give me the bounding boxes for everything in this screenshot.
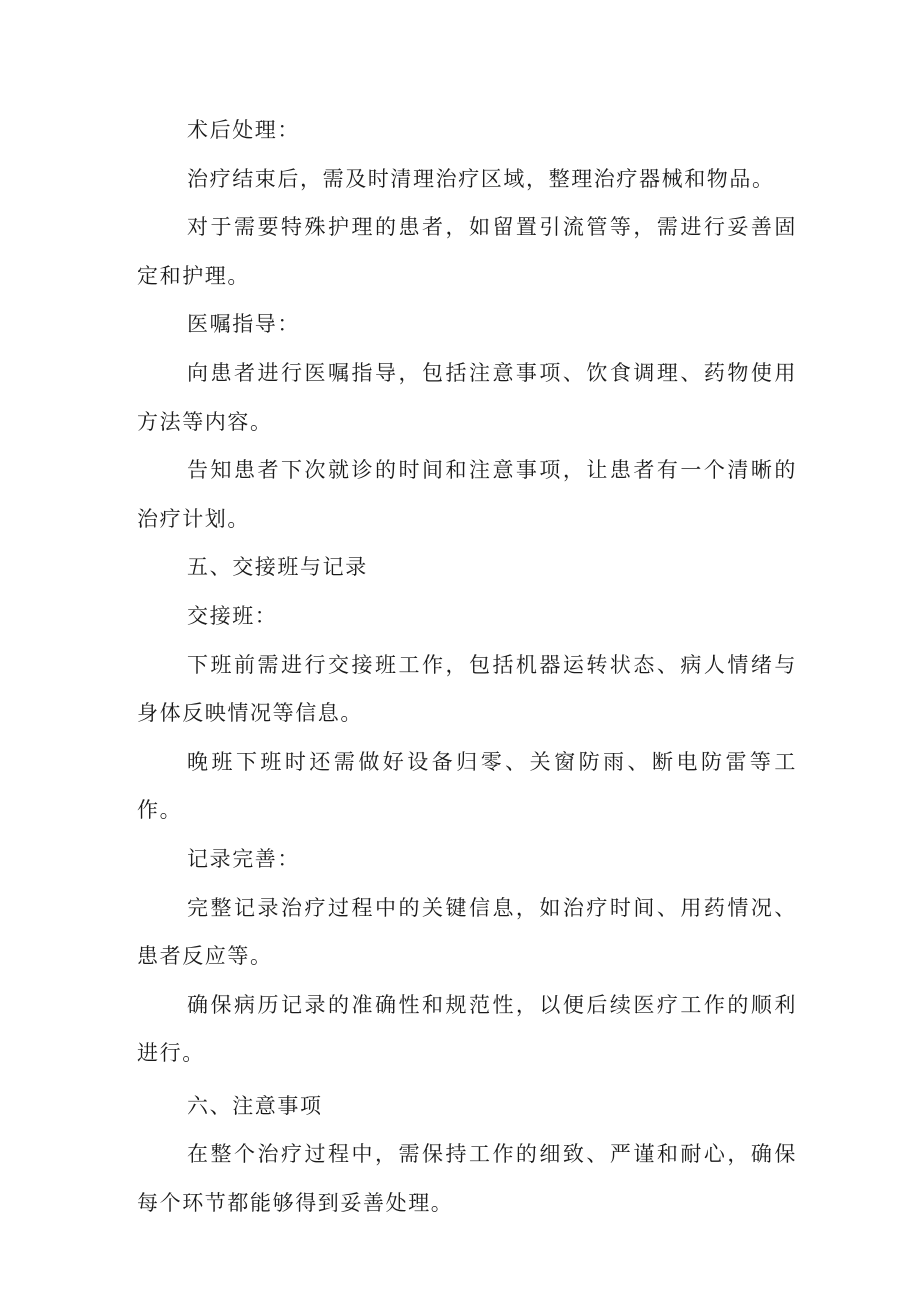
section-heading-notes: 六、注意事项 — [187, 1093, 323, 1118]
paragraph: 晚班下班时还需做好设备归零、关窗防雨、断电防雷等工作。 — [137, 749, 797, 823]
paragraph: 完整记录治疗过程中的关键信息，如治疗时间、用药情况、患者反应等。 — [137, 895, 797, 969]
paragraph: 治疗结束后，需及时清理治疗区域，整理治疗器械和物品。 — [187, 166, 775, 191]
document-body — [137, 106, 797, 1228]
paragraph: 下班前需进行交接班工作，包括机器运转状态、病人情绪与身体反映情况等信息。 — [137, 652, 797, 726]
paragraph: 向患者进行医嘱指导，包括注意事项、饮食调理、药物使用方法等内容。 — [137, 360, 797, 434]
section-heading-handover: 五、交接班与记录 — [187, 555, 368, 580]
paragraph: 对于需要特殊护理的患者，如留置引流管等，需进行妥善固定和护理。 — [137, 215, 797, 288]
subheading-postop: 术后处理： — [187, 118, 300, 142]
subheading-records: 记录完善： — [187, 846, 300, 871]
subheading-orders: 医嘱指导： — [187, 312, 300, 337]
paragraph: 在整个治疗过程中，需保持工作的细致、严谨和耐心，确保每个环节都能够得到妥善处理。 — [137, 1142, 797, 1216]
paragraph: 告知患者下次就诊的时间和注意事项，让患者有一个清晰的治疗计划。 — [137, 458, 797, 531]
subheading-handover: 交接班： — [187, 603, 278, 628]
paragraph: 确保病历记录的准确性和规范性，以便后续医疗工作的顺利进行。 — [137, 992, 797, 1066]
